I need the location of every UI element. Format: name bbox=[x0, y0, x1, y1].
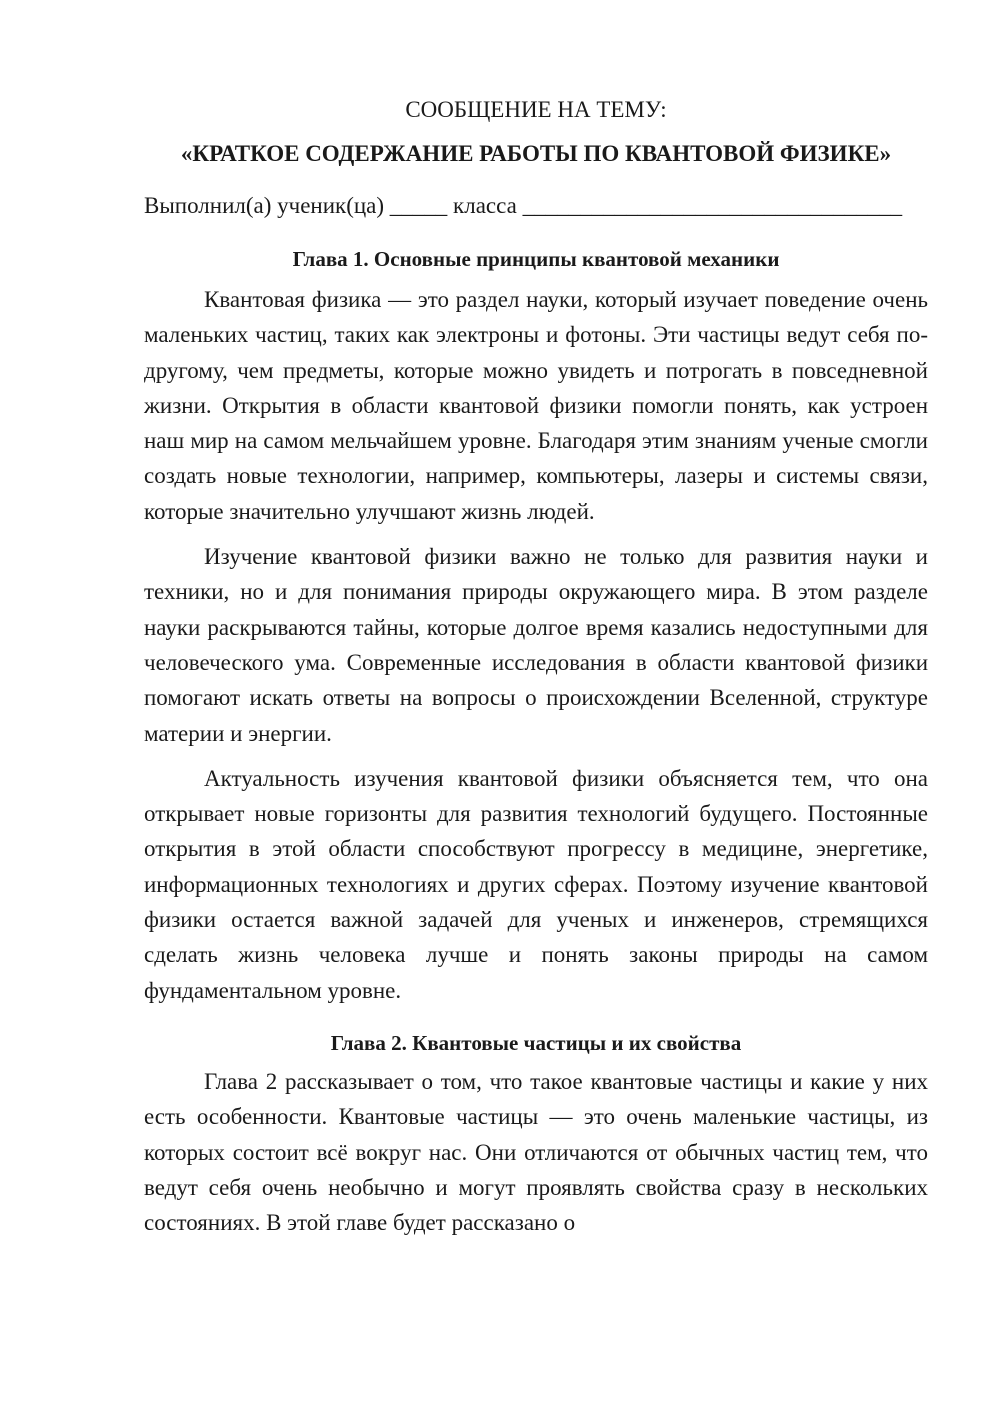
chapter-2-title: Глава 2. Квантовые частицы и их свойства bbox=[330, 1030, 742, 1055]
author-line: Выполнил(а) ученик(ца) _____ класса _________________________________ bbox=[144, 193, 903, 218]
document-page bbox=[144, 94, 928, 1250]
document-header: СООБЩЕНИЕ НА ТЕМУ: bbox=[405, 97, 667, 122]
chapter-1-paragraph-1: Квантовая физика — это раздел науки, который изучает поведение очень маленьких частиц, таких как электроны и фотоны. Эти частицы ведут себя по-другому, чем предметы, которые можно увидеть и потрогать в повседневной жизни. Открытия в области квантовой физики помогли понять, как устроен наш мир на самом мельчайшем уровне. Благодаря этим знаниям ученые смогли создать новые технологии, например, компьютеры, лазеры и системы связи, которые значительно улучшают жизнь людей. bbox=[144, 287, 928, 524]
chapter-1-paragraph-2: Изучение квантовой физики важно не только для развития науки и техники, но и для понимания природы окружающего мира. В этом разделе науки раскрываются тайны, которые долгое время казались недоступными для человеческого ума. Современные исследования в области квантовой физики помогают искать ответы на вопросы о происхождении Вселенной, структуре материи и энергии. bbox=[144, 544, 928, 746]
chapter-1-title: Глава 1. Основные принципы квантовой механики bbox=[292, 247, 780, 271]
chapter-2-paragraph-1: Глава 2 рассказывает о том, что такое квантовые частицы и какие у них есть особенности. Квантовые частицы — это очень маленькие частицы, из которых состоит всё вокруг нас. Они отличаются от обычных частиц тем, что ведут себя очень необычно и могут проявлять свойства сразу в нескольких состояниях. В этой главе будет рассказано о bbox=[144, 1068, 928, 1236]
chapter-1-paragraph-3: Актуальность изучения квантовой физики объясняется тем, что она открывает новые горизонты для развития технологий будущего. Постоянные открытия в этой области способствуют прогрессу в медицине, энергетике, информационных технологиях и других сферах. Поэтому изучение квантовой физики остается важной задачей для ученых и инженеров, стремящихся сделать жизнь человека лучше и понять законы природы на самом фундаментальном уровне. bbox=[144, 765, 928, 1003]
document-title: «КРАТКОЕ СОДЕРЖАНИЕ РАБОТЫ ПО КВАНТОВОЙ ФИЗИКЕ» bbox=[180, 141, 892, 166]
